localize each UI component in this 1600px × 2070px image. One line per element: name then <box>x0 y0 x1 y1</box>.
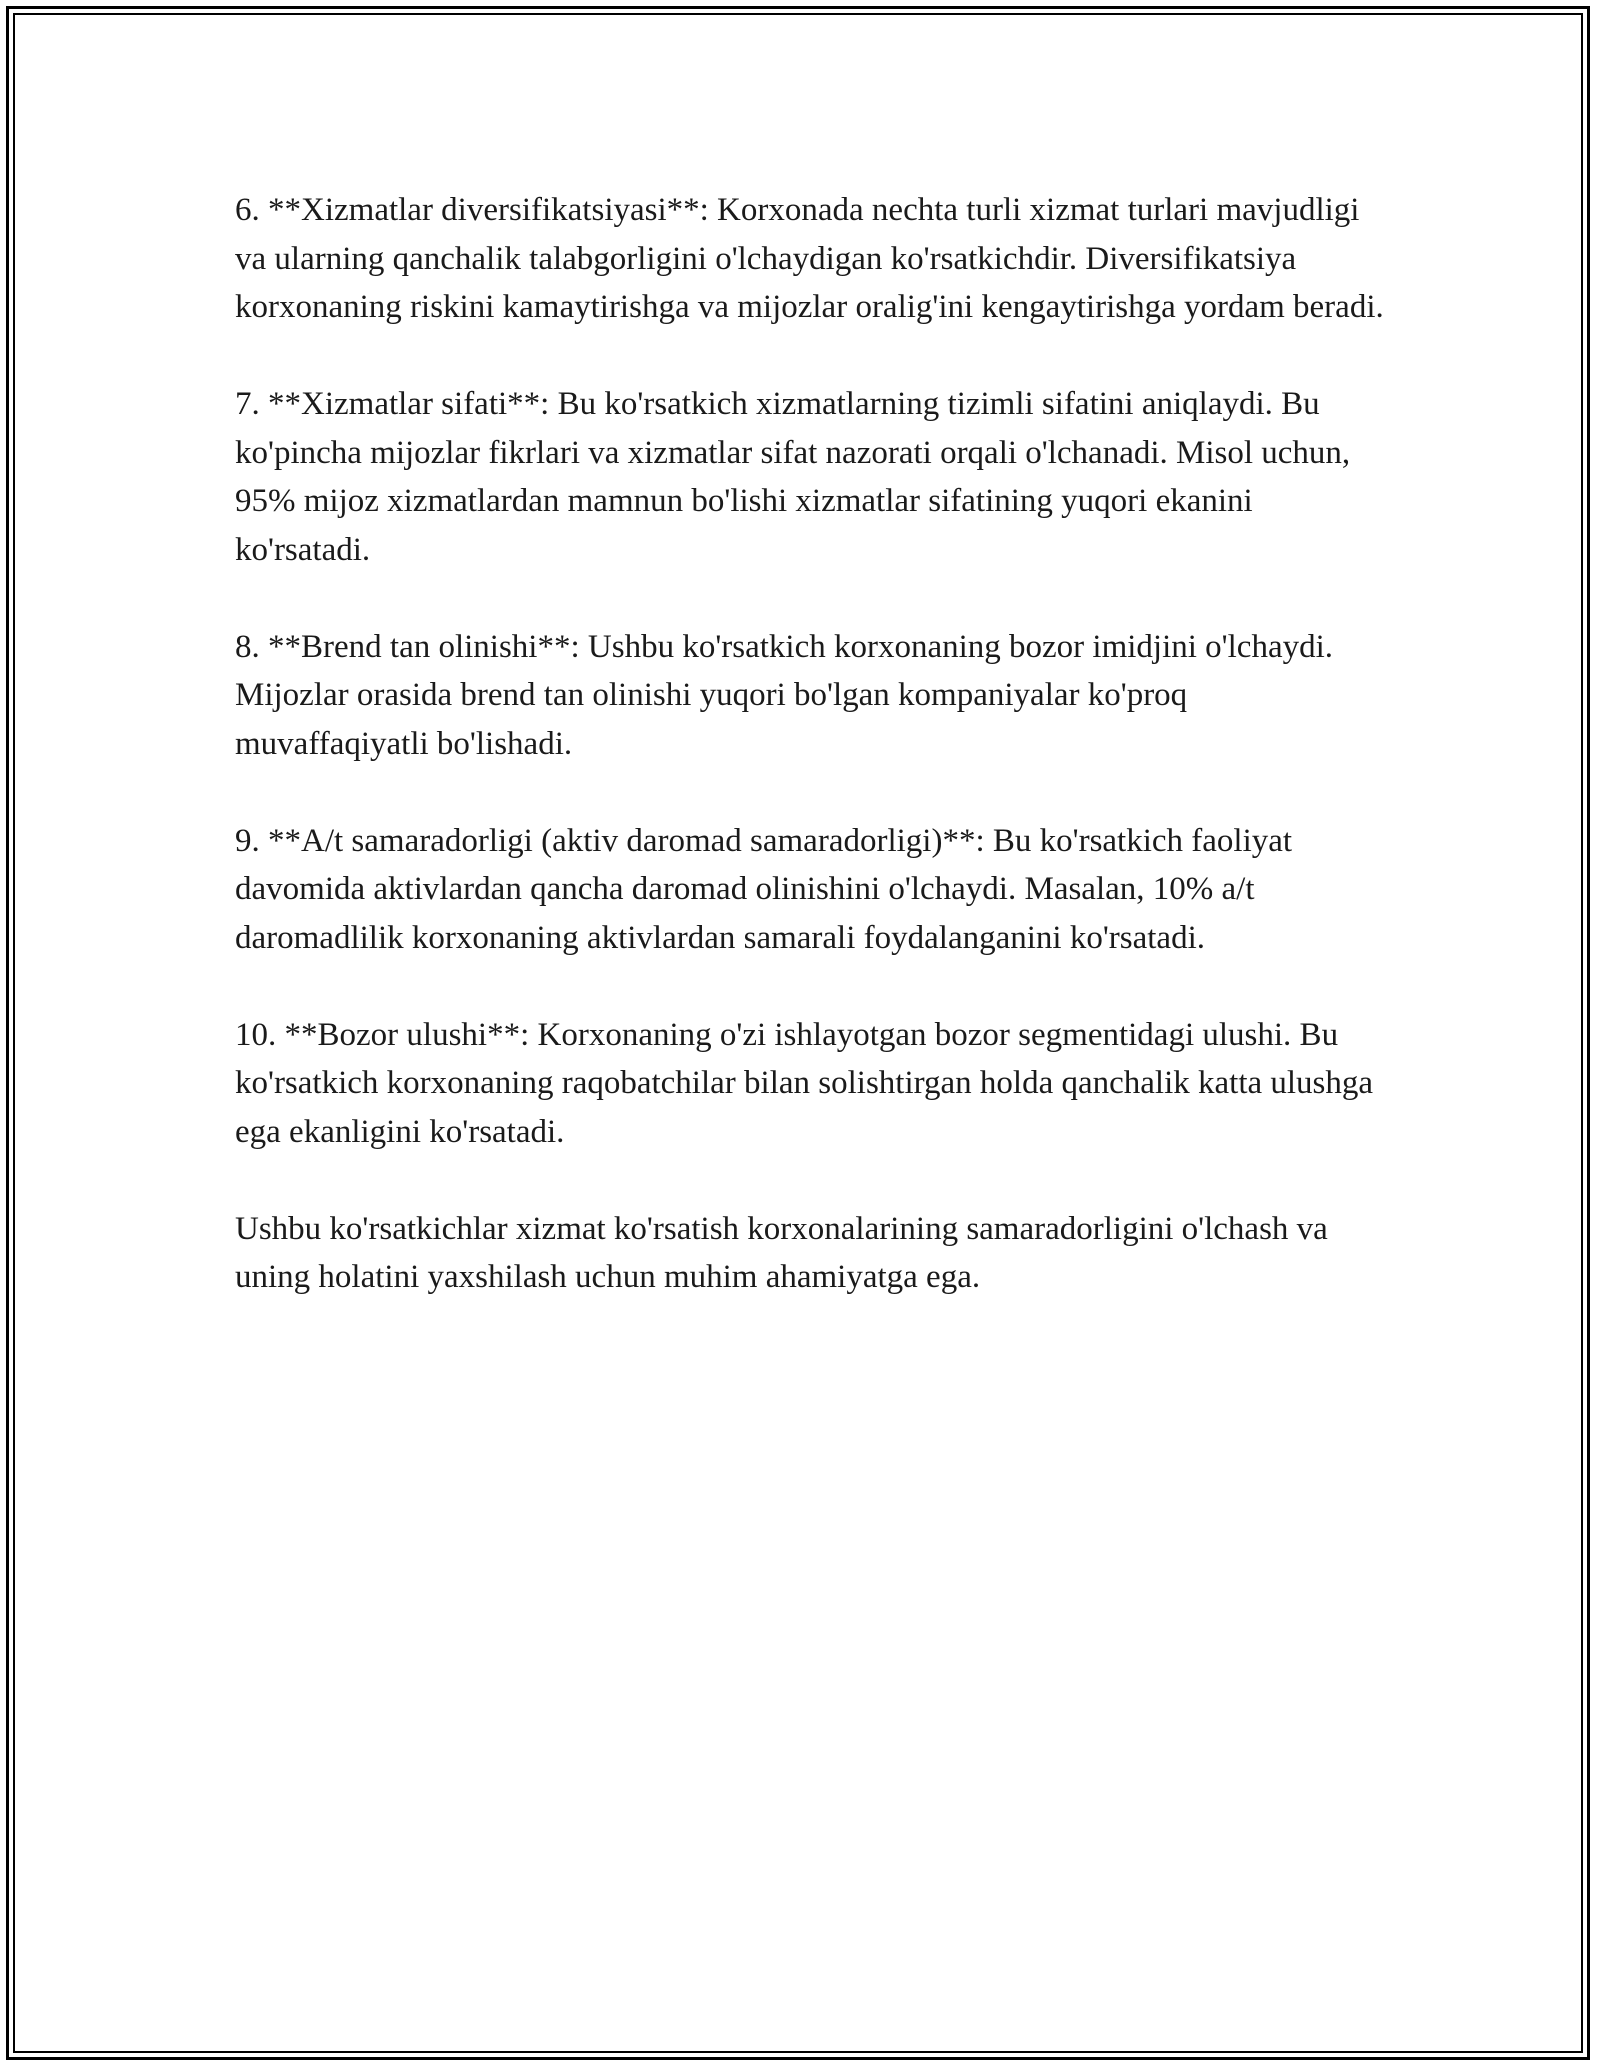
paragraph-conclusion: Ushbu ko'rsatkichlar xizmat ko'rsatish korxonalarining samaradorligini o'lchash va uning holatini yaxshilash uchun muhim ahamiyatga ega. <box>235 1210 1328 1295</box>
document-body <box>235 186 1385 1350</box>
paragraph-item-8: 8. **Brend tan olinishi**: Ushbu ko'rsatkich korxonaning bozor imidjini o'lchaydi. Mijozlar orasida brend tan olinishi yuqori bo'lgan kompaniyalar ko'proq muvaffaqiyatli bo'lishadi. <box>235 628 1334 762</box>
paragraph-item-6: 6. **Xizmatlar diversifikatsiyasi**: Korxonada nechta turli xizmat turlari mavjudligi va ularning qanchalik talabgorligini o'lchaydigan ko'rsatkichdir. Diversifikatsiya korxonaning riskini kamaytirishga va mijozlar oralig'ini kengaytirishga yordam beradi. <box>235 192 1384 325</box>
paragraph-item-9: 9. **A/t samaradorligi (aktiv daromad samaradorligi)**: Bu ko'rsatkich faoliyat davomida aktivlardan qancha daromad olinishini o'lchaydi. Masalan, 10% a/t daromadlilik korxonaning aktivlardan samarali foydalanganini ko'rsatadi. <box>235 822 1293 956</box>
paragraph-item-7: 7. **Xizmatlar sifati**: Bu ko'rsatkich xizmatlarning tizimli sifatini aniqlaydi. Bu ko'pincha mijozlar fikrlari va xizmatlar sifat nazorati orqali o'lchanadi. Misol uchun, 95% mijoz xizmatlardan mamnun bo'lishi xizmatlar sifatining yuqori ekanini ko'rsatadi. <box>235 386 1351 568</box>
paragraph-item-10: 10. **Bozor ulushi**: Korxonaning o'zi ishlayotgan bozor segmentidagi ulushi. Bu ko'rsatkich korxonaning raqobatchilar bilan solishtirgan holda qanchalik katta ulushga ega ekanligini ko'rsatadi. <box>235 1016 1374 1150</box>
